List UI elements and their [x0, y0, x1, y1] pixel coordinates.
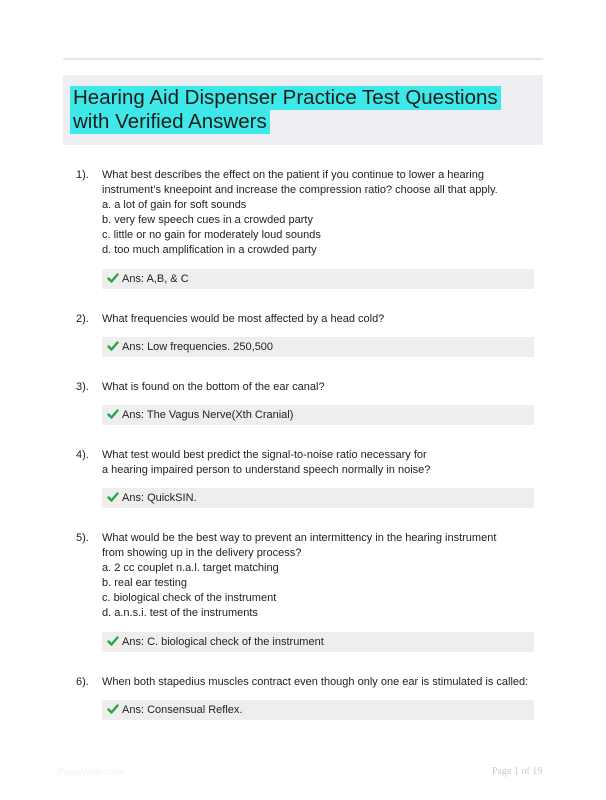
- option-a: a. 2 cc couplet n.a.l. target matching: [102, 562, 279, 574]
- answer-box-6: [102, 700, 534, 720]
- check-icon: [107, 491, 119, 503]
- question-number: 1).: [76, 169, 89, 181]
- question-line: from showing up in the delivery process?: [102, 547, 302, 559]
- question-line: What test would best predict the signal-to-noise ratio necessary for: [102, 449, 427, 461]
- answer-box-3: [102, 405, 534, 425]
- question-line: a hearing impaired person to understand speech normally in noise?: [102, 464, 431, 476]
- question-text: [102, 675, 529, 690]
- question-number: 3).: [76, 381, 89, 393]
- question-number: 5).: [76, 532, 89, 544]
- option-d: d. a.n.s.i. test of the instruments: [102, 607, 258, 619]
- answer-text: Ans: C. biological check of the instrument: [122, 636, 324, 648]
- check-icon: [107, 703, 119, 715]
- answer-text: Ans: QuickSIN.: [122, 492, 197, 504]
- question-text: [102, 380, 522, 395]
- option-d: d. too much amplification in a crowded party: [102, 244, 317, 256]
- page-title: [70, 86, 530, 134]
- question-text: [102, 531, 522, 621]
- question-text: [102, 312, 522, 327]
- page-number: Page 1 of 19: [492, 766, 543, 777]
- option-b: b. very few speech cues in a crowded party: [102, 214, 313, 226]
- option-a: a. a lot of gain for soft sounds: [102, 199, 247, 211]
- page-title-text: Hearing Aid Dispenser Practice Test Questions with Verified Answers: [70, 86, 501, 134]
- answer-text: Ans: Consensual Reflex.: [122, 704, 243, 716]
- question-text: [102, 168, 522, 258]
- answer-text: Ans: The Vagus Nerve(Xth Cranial): [122, 409, 294, 421]
- option-c: c. biological check of the instrument: [102, 592, 277, 604]
- option-c: c. little or no gain for moderately loud sounds: [102, 229, 321, 241]
- answer-text: Ans: A,B, & C: [122, 273, 189, 285]
- top-divider: [63, 58, 543, 60]
- question-line: instrument's kneepoint and increase the compression ratio? choose all that apply.: [102, 184, 498, 196]
- answer-text: Ans: Low frequencies. 250,500: [122, 341, 274, 353]
- question-line: What is found on the bottom of the ear canal?: [102, 381, 325, 393]
- check-icon: [107, 272, 119, 284]
- question-number: 6).: [76, 676, 89, 688]
- question-text: [102, 448, 522, 478]
- option-b: b. real ear testing: [102, 577, 187, 589]
- title-banner: [63, 75, 543, 145]
- check-icon: [107, 408, 119, 420]
- answer-box-4: [102, 488, 534, 508]
- question-line: When both stapedius muscles contract even though only one ear is stimulated is called:: [102, 676, 529, 688]
- check-icon: [107, 340, 119, 352]
- footer-watermark: PaperWriter.com: [58, 767, 125, 777]
- check-icon: [107, 635, 119, 647]
- question-number: 2).: [76, 313, 89, 325]
- question-line: What best describes the effect on the patient if you continue to lower a hearing: [102, 169, 484, 181]
- question-number: 4).: [76, 449, 89, 461]
- answer-box-1: [102, 269, 534, 289]
- question-line: What frequencies would be most affected by a head cold?: [102, 313, 385, 325]
- answer-box-2: [102, 337, 534, 357]
- question-line: What would be the best way to prevent an intermittency in the hearing instrument: [102, 532, 497, 544]
- answer-box-5: [102, 632, 534, 652]
